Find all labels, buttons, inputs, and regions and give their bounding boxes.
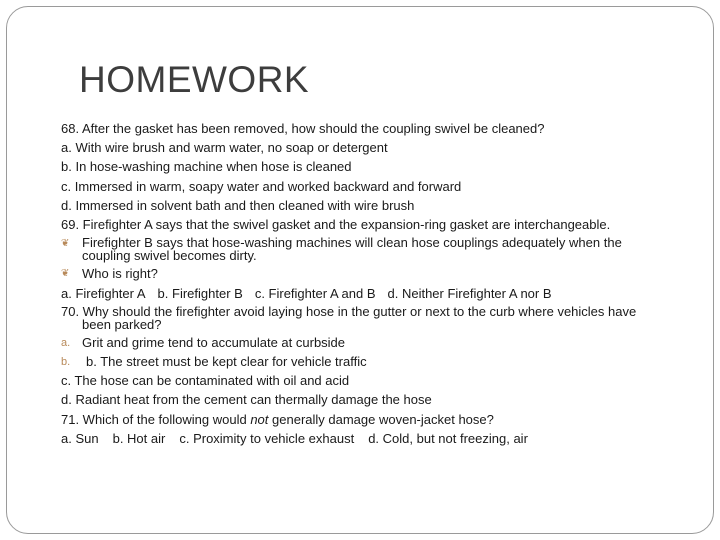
ornate-bullet-icon: ❦ xyxy=(61,238,70,250)
q71-answer-a: a. Sun xyxy=(61,430,99,446)
q70-option-a-text: Grit and grime tend to accumulate at curbside xyxy=(82,334,346,350)
q69-answer-d: d. Neither Firefighter A nor B xyxy=(387,285,552,301)
q71-answer-c: c. Proximity to vehicle exhaust xyxy=(179,430,355,446)
q71-answer-b: b. Hot air xyxy=(112,430,166,446)
q69-bullet-b xyxy=(61,236,661,262)
q68-option-b: b. In hose-washing machine when hose is cleaned xyxy=(61,159,352,175)
q71-question-pre: 71. Which of the following would xyxy=(61,411,251,427)
q70-option-b-label: b. xyxy=(61,356,71,369)
q70-option-d: d. Radiant heat from the cement can thermally damage the hose xyxy=(61,392,432,408)
q71-answers xyxy=(61,431,661,446)
q71-answer-d: d. Cold, but not freezing, air xyxy=(368,430,528,446)
q70-option-b xyxy=(61,354,661,369)
q69-bullet-b-text: Firefighter B says that hose-washing machines will clean hose couplings adequately when the coupling swivel becomes dirty. xyxy=(82,235,622,264)
q70-option-a xyxy=(61,335,661,350)
q69-answer-b: b. Firefighter B xyxy=(157,285,243,301)
q69-question: 69. Firefighter A says that the swivel gasket and the expansion-ring gasket are interchangeable. xyxy=(61,216,611,232)
q68-option-d: d. Immersed in solvent bath and then cleaned with wire brush xyxy=(61,197,415,213)
homework-body xyxy=(61,121,661,450)
ornate-bullet-icon: ❦ xyxy=(61,268,70,280)
q69-answer-a: a. Firefighter A xyxy=(61,285,146,301)
page-title: HOMEWORK xyxy=(79,59,310,100)
q68-question: 68. After the gasket has been removed, how should the coupling swivel be cleaned? xyxy=(61,121,545,136)
q69-answers xyxy=(61,286,661,301)
q70-option-b-text: b. The street must be kept clear for vehicle traffic xyxy=(86,354,367,370)
q70-option-c: c. The hose can be contaminated with oil and acid xyxy=(61,373,350,389)
q68-option-a: a. With wire brush and warm water, no soap or detergent xyxy=(61,140,388,156)
q71-question xyxy=(61,412,661,427)
q68-option-c: c. Immersed in warm, soapy water and worked backward and forward xyxy=(61,178,462,194)
q70-option-a-label: a. xyxy=(61,336,71,349)
q71-question-emphasis: not xyxy=(250,411,269,427)
q69-bullet-who xyxy=(61,266,661,281)
q69-bullet-who-text: Who is right? xyxy=(82,266,158,282)
q70-question: 70. Why should the firefighter avoid laying hose in the gutter or next to the curb where vehicles have been parked? xyxy=(61,303,637,332)
q71-question-post: generally damage woven-jacket hose? xyxy=(268,411,494,427)
q69-answer-c: c. Firefighter A and B xyxy=(254,285,376,301)
